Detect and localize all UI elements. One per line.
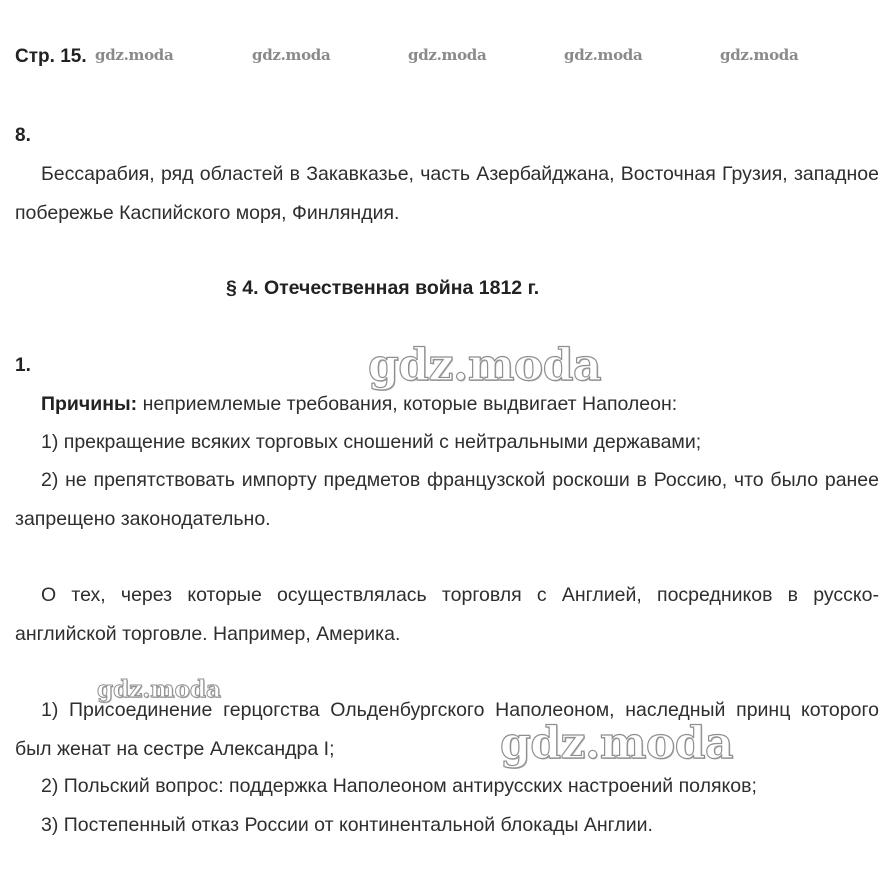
task-8-answer: Бессарабия, ряд областей в Закавказье, часть Азербайджана, Восточная Грузия, западное побережье Каспийского моря, Финляндия.	[15, 163, 879, 224]
watermark-logo: gdz.moda	[368, 340, 602, 391]
reason-item-1: 1) Присоединение герцогства Ольденбургского Наполеоном, наследный принц которого был женат на сестре Александра I;	[15, 699, 879, 760]
watermark-text: gdz.moda	[252, 46, 331, 64]
watermark-text: gdz.moda	[95, 46, 174, 64]
watermark-text: gdz.moda	[720, 46, 799, 64]
task-number-8: 8.	[15, 125, 31, 146]
watermark-text: gdz.moda	[408, 46, 487, 64]
watermark-logo: gdz.moda	[97, 676, 221, 703]
watermark-text: gdz.moda	[564, 46, 643, 64]
reason-item-2: 2) Польский вопрос: поддержка Наполеоном антирусских настроений поляков;	[41, 775, 757, 797]
task-number-1: 1.	[15, 355, 31, 376]
causes-label: Причины:	[41, 393, 138, 415]
causes-text: неприемлемые требования, которые выдвигает Наполеон:	[137, 393, 678, 415]
reason-item-3: 3) Постепенный отказ России от континентальной блокады Англии.	[41, 814, 653, 836]
section-title: § 4. Отечественная война 1812 г.	[226, 277, 540, 299]
page-label: Стр. 15.	[15, 46, 87, 67]
demand-item-1: 1) прекращение всяких торговых сношений с нейтральными державами;	[41, 431, 702, 453]
neutrals-paragraph: О тех, через которые осуществлялась торговля с Англией, посредников в русско-английской торговле. Например, Америка.	[15, 584, 879, 645]
watermark-logo: gdz.moda	[500, 718, 734, 769]
demand-item-2: 2) не препятствовать импорту предметов французской роскоши в Россию, что было ранее запрещено законодательно.	[15, 469, 879, 530]
causes-paragraph	[15, 385, 879, 424]
